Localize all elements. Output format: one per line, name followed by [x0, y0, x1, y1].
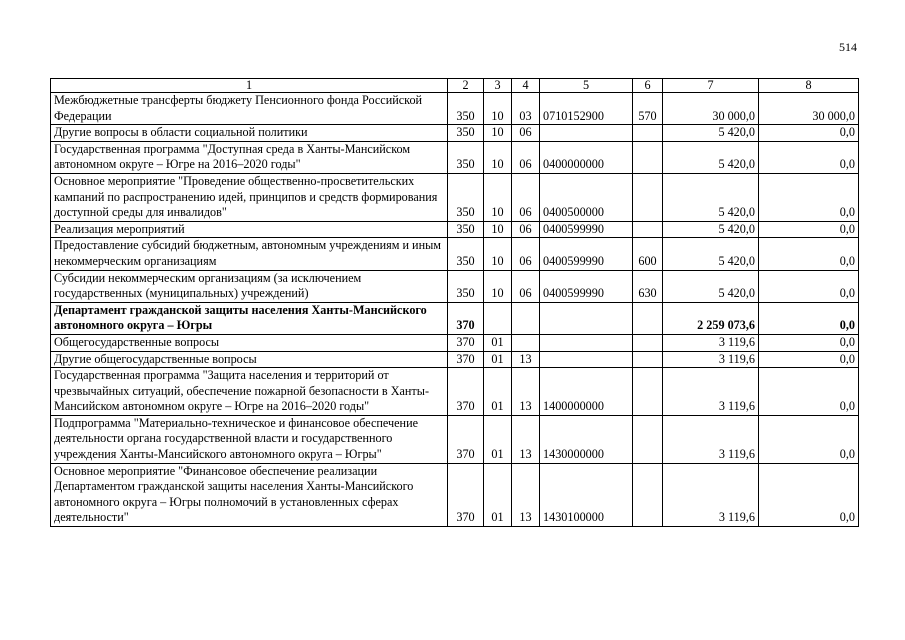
row-name-cell: Реализация мероприятий: [51, 221, 448, 238]
row-amount-cell: 3 119,6: [663, 334, 759, 351]
row-ministry-code-cell: 350: [448, 173, 484, 221]
row-ministry-code-cell: 350: [448, 238, 484, 270]
row-subsection-cell: 13: [512, 415, 540, 463]
row-section-cell: [484, 302, 512, 334]
row-target-article-cell: 0400500000: [540, 173, 633, 221]
row-amount-cell: 2 259 073,6: [663, 302, 759, 334]
row-subsection-cell: [512, 334, 540, 351]
row-ministry-code-cell: 370: [448, 351, 484, 368]
row-subsection-cell: 06: [512, 141, 540, 173]
row-amount-cell: 0,0: [759, 334, 859, 351]
table-row: [51, 463, 859, 526]
row-expense-type-cell: [633, 302, 663, 334]
row-section-cell: 10: [484, 141, 512, 173]
row-section-cell: 10: [484, 173, 512, 221]
row-section-cell: 10: [484, 221, 512, 238]
row-expense-type-cell: 570: [633, 93, 663, 125]
column-header: 8: [759, 79, 859, 93]
row-amount-cell: 0,0: [759, 368, 859, 416]
table-row: [51, 270, 859, 302]
row-expense-type-cell: [633, 221, 663, 238]
row-expense-type-cell: [633, 351, 663, 368]
row-name-cell: Подпрограмма "Материально-техническое и финансовое обеспечение деятельности органа государственной власти и государственного учреждения Ханты-Мансийского автономного округа – Югры": [51, 415, 448, 463]
row-ministry-code-cell: 370: [448, 368, 484, 416]
row-target-article-cell: [540, 125, 633, 142]
row-target-article-cell: [540, 334, 633, 351]
row-amount-cell: 0,0: [759, 415, 859, 463]
table-row: [51, 125, 859, 142]
row-target-article-cell: 0710152900: [540, 93, 633, 125]
row-amount-cell: 0,0: [759, 173, 859, 221]
column-header: 7: [663, 79, 759, 93]
row-target-article-cell: 0400599990: [540, 270, 633, 302]
row-amount-cell: 0,0: [759, 302, 859, 334]
row-expense-type-cell: [633, 463, 663, 526]
row-subsection-cell: 06: [512, 238, 540, 270]
row-target-article-cell: 1400000000: [540, 368, 633, 416]
row-target-article-cell: [540, 302, 633, 334]
row-amount-cell: 5 420,0: [663, 141, 759, 173]
row-expense-type-cell: [633, 141, 663, 173]
row-expense-type-cell: 600: [633, 238, 663, 270]
row-name-cell: Другие общегосударственные вопросы: [51, 351, 448, 368]
row-amount-cell: 5 420,0: [663, 238, 759, 270]
column-header: 1: [51, 79, 448, 93]
row-target-article-cell: 0400599990: [540, 221, 633, 238]
row-section-cell: 01: [484, 351, 512, 368]
row-amount-cell: 0,0: [759, 351, 859, 368]
row-ministry-code-cell: 370: [448, 302, 484, 334]
row-expense-type-cell: [633, 173, 663, 221]
row-subsection-cell: 06: [512, 125, 540, 142]
row-amount-cell: 0,0: [759, 270, 859, 302]
table-row: [51, 93, 859, 125]
row-expense-type-cell: [633, 125, 663, 142]
table-row: [51, 334, 859, 351]
table-row: [51, 351, 859, 368]
row-section-cell: 01: [484, 334, 512, 351]
table-row: [51, 415, 859, 463]
row-target-article-cell: 1430000000: [540, 415, 633, 463]
budget-table: [50, 78, 859, 527]
row-name-cell: Субсидии некоммерческим организациям (за исключением государственных (муниципальных) учреждений): [51, 270, 448, 302]
column-header: 2: [448, 79, 484, 93]
row-ministry-code-cell: 370: [448, 334, 484, 351]
row-subsection-cell: 03: [512, 93, 540, 125]
column-header: 3: [484, 79, 512, 93]
row-amount-cell: 0,0: [759, 238, 859, 270]
row-section-cell: 10: [484, 125, 512, 142]
row-name-cell: Общегосударственные вопросы: [51, 334, 448, 351]
row-amount-cell: 5 420,0: [663, 270, 759, 302]
page-number: 514: [839, 40, 857, 54]
row-section-cell: 10: [484, 93, 512, 125]
row-ministry-code-cell: 350: [448, 270, 484, 302]
row-amount-cell: 0,0: [759, 221, 859, 238]
table-header-row: [51, 79, 859, 93]
row-name-cell: Государственная программа "Защита населения и территорий от чрезвычайных ситуаций, обеспечение пожарной безопасности в Ханты-Мансийском автономном округе – Югре на 2016–2020 годы": [51, 368, 448, 416]
row-subsection-cell: 06: [512, 173, 540, 221]
row-amount-cell: 3 119,6: [663, 351, 759, 368]
row-subsection-cell: [512, 302, 540, 334]
row-ministry-code-cell: 350: [448, 125, 484, 142]
row-subsection-cell: 13: [512, 351, 540, 368]
row-amount-cell: 30 000,0: [663, 93, 759, 125]
row-expense-type-cell: [633, 368, 663, 416]
row-amount-cell: 0,0: [759, 141, 859, 173]
row-section-cell: 10: [484, 270, 512, 302]
row-amount-cell: 0,0: [759, 125, 859, 142]
row-target-article-cell: 0400000000: [540, 141, 633, 173]
row-name-cell: Государственная программа "Доступная среда в Ханты-Мансийском автономном округе – Югре на 2016–2020 годы": [51, 141, 448, 173]
row-ministry-code-cell: 350: [448, 141, 484, 173]
row-amount-cell: 3 119,6: [663, 368, 759, 416]
row-section-cell: 01: [484, 463, 512, 526]
row-expense-type-cell: 630: [633, 270, 663, 302]
row-ministry-code-cell: 350: [448, 221, 484, 238]
column-header: 5: [540, 79, 633, 93]
table-row: [51, 302, 859, 334]
row-expense-type-cell: [633, 334, 663, 351]
row-amount-cell: 5 420,0: [663, 125, 759, 142]
row-target-article-cell: 0400599990: [540, 238, 633, 270]
row-ministry-code-cell: 350: [448, 93, 484, 125]
row-subsection-cell: 13: [512, 368, 540, 416]
row-subsection-cell: 13: [512, 463, 540, 526]
row-amount-cell: 0,0: [759, 463, 859, 526]
row-name-cell: Основное мероприятие "Финансовое обеспечение реализации Департаментом гражданской защиты населения Ханты-Мансийского автономного округа – Югры полномочий в установленных сферах деятельности": [51, 463, 448, 526]
row-amount-cell: 3 119,6: [663, 415, 759, 463]
table-row: [51, 221, 859, 238]
table-row: [51, 141, 859, 173]
row-section-cell: 10: [484, 238, 512, 270]
table-row: [51, 238, 859, 270]
row-section-cell: 01: [484, 415, 512, 463]
row-name-cell: Другие вопросы в области социальной политики: [51, 125, 448, 142]
row-target-article-cell: 1430100000: [540, 463, 633, 526]
row-subsection-cell: 06: [512, 221, 540, 238]
column-header: 6: [633, 79, 663, 93]
table-row: [51, 173, 859, 221]
column-header: 4: [512, 79, 540, 93]
row-name-cell: Департамент гражданской защиты населения Ханты-Мансийского автономного округа – Югры: [51, 302, 448, 334]
table-row: [51, 368, 859, 416]
row-section-cell: 01: [484, 368, 512, 416]
row-subsection-cell: 06: [512, 270, 540, 302]
row-expense-type-cell: [633, 415, 663, 463]
row-ministry-code-cell: 370: [448, 415, 484, 463]
row-name-cell: Предоставление субсидий бюджетным, автономным учреждениям и иным некоммерческим организациям: [51, 238, 448, 270]
row-amount-cell: 5 420,0: [663, 221, 759, 238]
row-name-cell: Межбюджетные трансферты бюджету Пенсионного фонда Российской Федерации: [51, 93, 448, 125]
row-name-cell: Основное мероприятие "Проведение общественно-просветительских кампаний по распространению идей, принципов и средств формирования доступной среды для инвалидов": [51, 173, 448, 221]
row-amount-cell: 30 000,0: [759, 93, 859, 125]
row-amount-cell: 5 420,0: [663, 173, 759, 221]
row-amount-cell: 3 119,6: [663, 463, 759, 526]
row-target-article-cell: [540, 351, 633, 368]
row-ministry-code-cell: 370: [448, 463, 484, 526]
